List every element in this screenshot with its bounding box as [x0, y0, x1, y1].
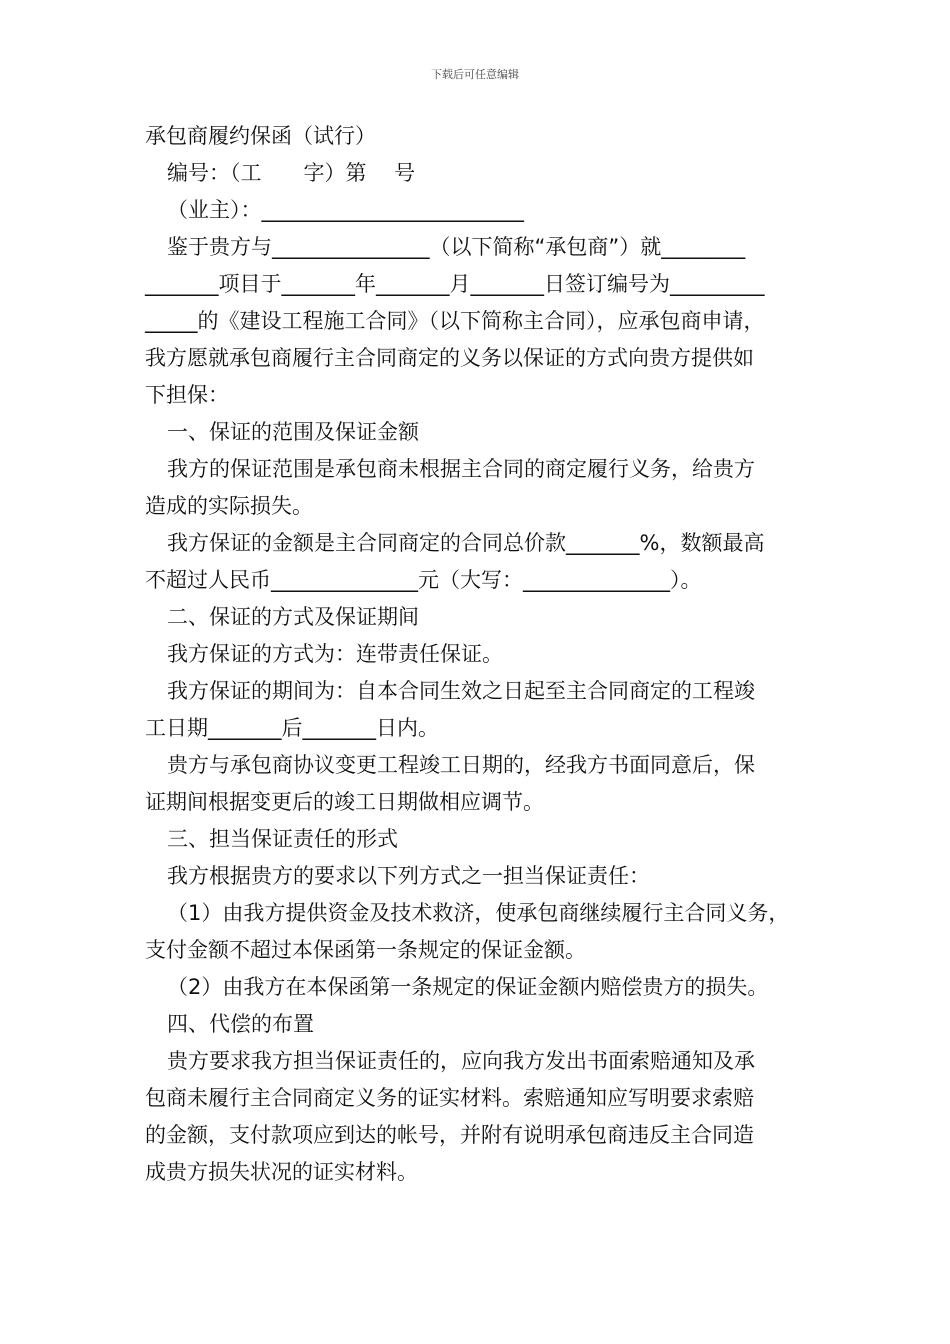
text-line: 三、担当保证责任的形式: [167, 827, 398, 851]
text-line: 支付金额不超过本保函第一条规定的保证金额。: [145, 938, 586, 962]
document-body: [145, 118, 810, 1191]
text-line: 的金额，支付款项应到达的帐号，并附有说明承包商违反主合同造: [145, 1123, 754, 1147]
text-line: 不超过人民币______________元（大写：______________）。: [145, 568, 702, 592]
text-line: 贵方与承包商协议变更工程竣工日期的，经我方书面同意后，保: [167, 753, 755, 777]
text-line: 造成的实际损失。: [145, 494, 313, 518]
text-line: （1）由我方提供资金及技术救济，使承包商继续履行主合同义务，: [167, 901, 790, 925]
text-line: 一、保证的范围及保证金额: [167, 420, 419, 444]
text-line: 我方保证的期间为：自本合同生效之日起至主合同商定的工程竣: [167, 679, 755, 703]
text-line: （2）由我方在本保函第一条规定的保证金额内赔偿贵方的损失。: [167, 975, 769, 999]
text-line: 我方保证的方式为：连带责任保证。: [167, 642, 503, 666]
text-line: 工日期_______后_______日内。: [145, 716, 439, 740]
text-line: 成贵方损失状况的证实材料。: [145, 1160, 418, 1184]
text-line: _____的《建设工程施工合同》（以下简称主合同），应承包商申请，: [145, 309, 765, 333]
text-line: 贵方要求我方担当保证责任的，应向我方发出书面索赔通知及承: [167, 1049, 755, 1073]
text-line: 我方保证的金额是主合同商定的合同总价款_______%，数额最高: [167, 531, 765, 555]
text-line: 我方愿就承包商履行主合同商定的义务以保证的方式向贵方提供如: [145, 346, 754, 370]
text-line: 证期间根据变更后的竣工日期做相应调节。: [145, 790, 544, 814]
text-line: 包商未履行主合同商定义务的证实材料。索赔通知应写明要求索赔: [145, 1086, 754, 1110]
text-line: 编号：（工 字）第 号: [167, 161, 416, 185]
text-line: （业主）：_________________________: [167, 198, 524, 222]
text-line: 鉴于贵方与_______________（以下简称“承包商”）就________: [167, 235, 746, 259]
text-line: 下担保：: [145, 383, 229, 407]
text-line: 我方的保证范围是承包商未根据主合同的商定履行义务，给贵方: [167, 457, 755, 481]
text-line: 我方根据贵方的要求以下列方式之一担当保证责任：: [167, 864, 650, 888]
header-note: 下载后可任意编辑: [431, 68, 519, 81]
text-line: 二、保证的方式及保证期间: [167, 605, 419, 629]
text-line: _______项目于_______年_______月_______日签订编号为_________: [145, 272, 765, 296]
text-line: 四、代偿的布置: [167, 1012, 314, 1036]
document-title: 承包商履约保函（试行）: [145, 124, 376, 148]
